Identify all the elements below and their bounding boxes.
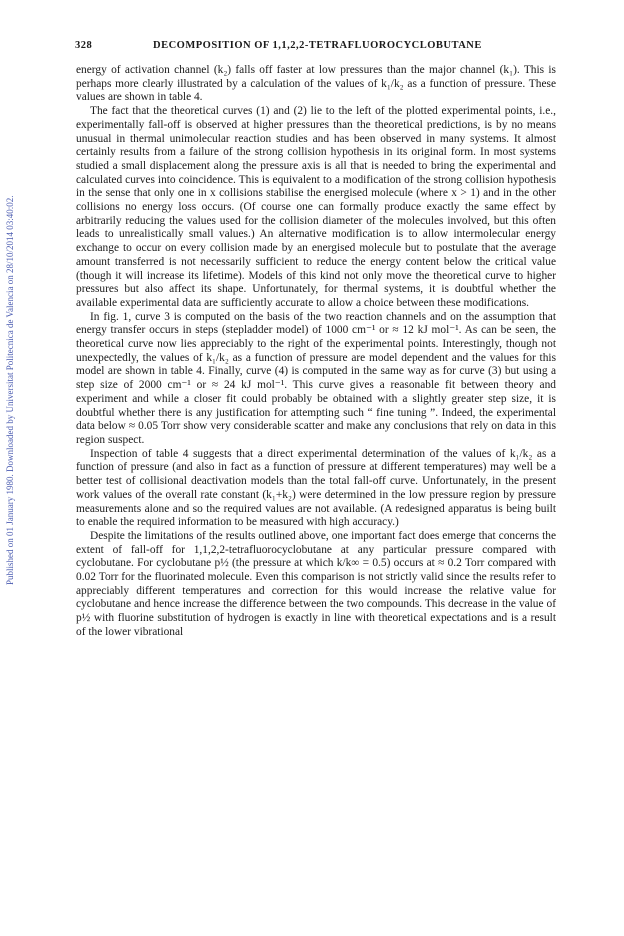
paragraph: Inspection of table 4 suggests that a direct experimental determination of the values of k₁/k₂ as a function of pressure (and also in fact as a function of pressure at different temperatures) may well be a better test of collisional deactivation models than the total fall-off curve. Unfortunately, in the present work values of the overall rate constant (k₁+k₂) were determined in the low pressure region by pressure measurements alone and so the required values are not available. (A redesigned apparatus is being built to enable the required information to be measured with high accuracy.) (76, 447, 556, 529)
body-text (76, 64, 556, 640)
paragraph: Despite the limitations of the results outlined above, one important fact does emerge that concerns the extent of fall-off for 1,1,2,2-tetrafluorocyclobutane at any particular pressure compared with cyclobutane. For cyclobutane p½ (the pressure at which k/k∞ = 0.5) occurs at ≈ 0.2 Torr compared with 0.02 Torr for the fluorinated molecule. Even this comparison is not strictly valid since the results refer to appreciably different temperatures and correction for this would increase the relative value for cyclobutane and hence increase the difference between the two compounds. This decrease in the value of p½ with fluorine substitution of hydrogen is exactly in line with theoretical expectations and is a result of the lower vibrational (76, 529, 556, 638)
paragraph: energy of activation channel (k₂) falls off faster at low pressures than the major channel (k₁). This is perhaps more clearly illustrated by a calculation of the values of k₁/k₂ as a function of pressure. These values are shown in table 4. (76, 64, 556, 104)
paragraph: The fact that the theoretical curves (1) and (2) lie to the left of the plotted experimental points, i.e., experimentally fall-off is observed at higher pressures than the theoretical predictions, is by no means unusual in thermal unimolecular reaction studies and has been observed in many systems. It almost certainly results from a failure of the strong collision hypothesis in its original form. In most systems studied a small displacement along the pressure axis is all that is needed to bring the experimental and calculated curves into coincidence. This is equivalent to a modification of the strong collision hypothesis in the sense that only one in x collisions stabilise the energised molecule (where x > 1) and in the other collisions no energy loss occurs. (Of course one can formally produce exactly the same effect by arbitrarily reducing the values used for the collision diameter of the molecules involved, but this often leads to unrealistically small values.) An alternative modification is to allow intermolecular energy exchange to occur on every collision made by an energised molecule but to postulate that the average amount transferred is not necessarily sufficient to reduce the energy content below the critical value (though it will increase its lifetime). Models of this kind not only move the theoretical curve to higher pressures but also affect its shape. Unfortunately, for thermal systems, it is doubtful whether the available experimental data are sufficiently accurate to allow a choice between these modifications. (76, 105, 556, 309)
page-header (75, 40, 556, 56)
running-title: DECOMPOSITION OF 1,1,2,2-TETRAFLUOROCYCLOBUTANE (153, 40, 482, 51)
paragraph: In fig. 1, curve 3 is computed on the basis of the two reaction channels and on the assumption that energy transfer occurs in steps (stepladder model) of 1000 cm⁻¹ or ≈ 12 kJ mol⁻¹. As can be seen, the theoretical curve now lies appreciably to the right of the experimental points. Interestingly, though not unexpectedly, the values of k₁/k₂ as a function of pressure are model dependent and the values for this model are shown in table 4. Finally, curve (4) is computed in the same way as for curve (3) but using a step size of 2000 cm⁻¹ or ≈ 24 kJ mol⁻¹. This curve gives a reasonable fit between theory and experiment and while a closer fit could probably be obtained with a slightly greater step size, it is doubtful whether there is any justification for attempting such “ fine tuning ”. Indeed, the experimental data below ≈ 0.05 Torr show very considerable scatter and make any conclusions that rely on data in this region suspect. (76, 310, 556, 446)
download-watermark: Published on 01 January 1980. Downloaded by Universitat Politecnica de Valencia on 28/10/2014 03:40:02. (5, 195, 15, 585)
page-number: 328 (75, 40, 93, 51)
